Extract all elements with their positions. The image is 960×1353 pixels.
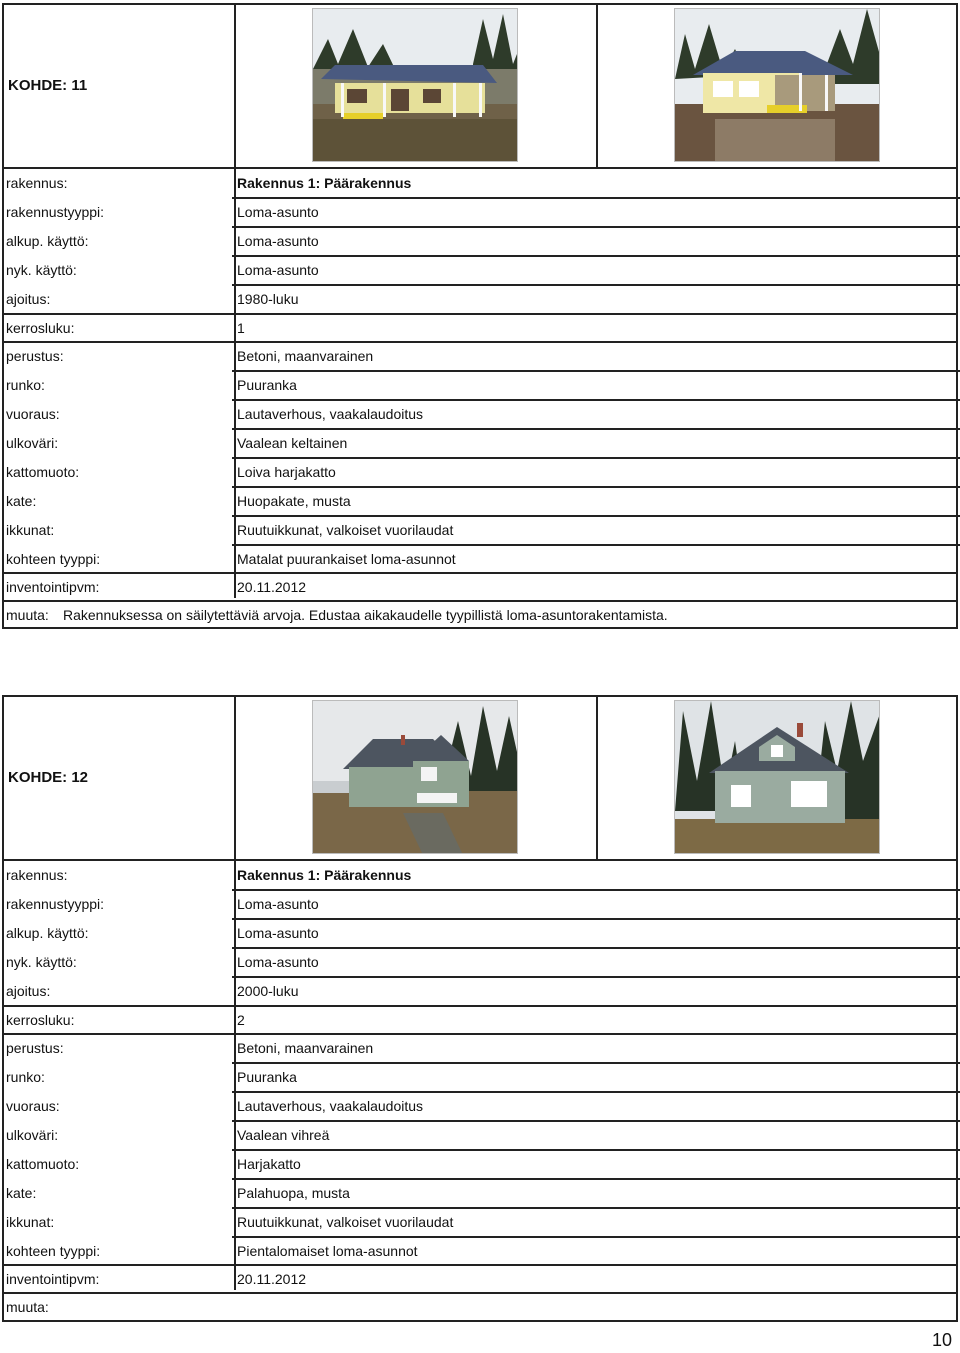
entry-title: KOHDE: 12 xyxy=(8,769,89,786)
label-nyk-kaytto: nyk. käyttö: xyxy=(6,262,77,278)
value-inventointipvm: 20.11.2012 xyxy=(237,1271,307,1287)
entry-kohde-11 xyxy=(2,3,958,629)
value-kate: Palahuopa, musta xyxy=(237,1185,350,1201)
label-ulkovari: ulkoväri: xyxy=(6,1127,59,1143)
label-nyk-kaytto: nyk. käyttö: xyxy=(6,954,77,970)
label-alkup-kaytto: alkup. käyttö: xyxy=(6,233,89,249)
value-ulkovari: Vaalean keltainen xyxy=(237,435,348,451)
value-runko: Puuranka xyxy=(237,377,297,393)
label-perustus: perustus: xyxy=(6,348,64,364)
value-kohteen-tyyppi: Pientalomaiset loma-asunnot xyxy=(237,1243,418,1259)
label-rakennustyyppi: rakennustyyppi: xyxy=(6,896,105,912)
value-kattomuoto: Loiva harjakatto xyxy=(237,464,336,480)
value-rakennus: Rakennus 1: Päärakennus xyxy=(237,867,412,883)
label-vuoraus: vuoraus: xyxy=(6,406,60,422)
value-alkup-kaytto: Loma-asunto xyxy=(237,233,319,249)
value-kerrosluku: 1 xyxy=(237,320,245,336)
page-number: 10 xyxy=(931,1330,952,1350)
label-kohteen-tyyppi: kohteen tyyppi: xyxy=(6,551,101,567)
value-kerrosluku: 2 xyxy=(237,1012,245,1028)
label-muuta: muuta: xyxy=(6,1299,49,1315)
value-vuoraus: Lautaverhous, vaakalaudoitus xyxy=(237,406,424,422)
value-ajoitus: 1980-luku xyxy=(237,291,299,307)
entry-kohde-12 xyxy=(2,695,958,1322)
building-photo-2 xyxy=(674,8,880,162)
label-kattomuoto: kattomuoto: xyxy=(6,1156,80,1172)
label-kerrosluku: kerrosluku: xyxy=(6,320,75,336)
building-photo-1 xyxy=(312,8,518,162)
entry-title: KOHDE: 11 xyxy=(8,77,88,94)
value-alkup-kaytto: Loma-asunto xyxy=(237,925,319,941)
value-perustus: Betoni, maanvarainen xyxy=(237,1040,374,1056)
label-muuta: muuta: xyxy=(6,607,49,623)
building-photo-1 xyxy=(312,700,518,854)
value-rakennustyyppi: Loma-asunto xyxy=(237,896,319,912)
value-perustus: Betoni, maanvarainen xyxy=(237,348,374,364)
value-ajoitus: 2000-luku xyxy=(237,983,299,999)
label-alkup-kaytto: alkup. käyttö: xyxy=(6,925,89,941)
label-inventointipvm: inventointipvm: xyxy=(6,579,100,595)
value-inventointipvm: 20.11.2012 xyxy=(237,579,307,595)
value-kohteen-tyyppi: Matalat puurankaiset loma-asunnot xyxy=(237,551,456,567)
value-runko: Puuranka xyxy=(237,1069,297,1085)
label-runko: runko: xyxy=(6,377,45,393)
label-ajoitus: ajoitus: xyxy=(6,291,51,307)
value-ulkovari: Vaalean vihreä xyxy=(237,1127,330,1143)
building-photo-2 xyxy=(674,700,880,854)
label-ajoitus: ajoitus: xyxy=(6,983,51,999)
label-ikkunat: ikkunat: xyxy=(6,1214,55,1230)
label-inventointipvm: inventointipvm: xyxy=(6,1271,100,1287)
label-runko: runko: xyxy=(6,1069,45,1085)
value-nyk-kaytto: Loma-asunto xyxy=(237,262,319,278)
label-ulkovari: ulkoväri: xyxy=(6,435,59,451)
value-ikkunat: Ruutuikkunat, valkoiset vuorilaudat xyxy=(237,522,454,538)
value-ikkunat: Ruutuikkunat, valkoiset vuorilaudat xyxy=(237,1214,454,1230)
value-muuta: Rakennuksessa on säilytettäviä arvoja. Edustaa aikakaudelle tyypillistä loma-asuntorakentamista. xyxy=(63,607,668,623)
label-ikkunat: ikkunat: xyxy=(6,522,55,538)
label-kate: kate: xyxy=(6,493,37,509)
value-rakennustyyppi: Loma-asunto xyxy=(237,204,319,220)
value-rakennus: Rakennus 1: Päärakennus xyxy=(237,175,412,191)
label-vuoraus: vuoraus: xyxy=(6,1098,60,1114)
label-rakennustyyppi: rakennustyyppi: xyxy=(6,204,105,220)
label-rakennus: rakennus: xyxy=(6,867,68,883)
value-kattomuoto: Harjakatto xyxy=(237,1156,301,1172)
value-vuoraus: Lautaverhous, vaakalaudoitus xyxy=(237,1098,424,1114)
label-perustus: perustus: xyxy=(6,1040,64,1056)
label-kattomuoto: kattomuoto: xyxy=(6,464,80,480)
label-kerrosluku: kerrosluku: xyxy=(6,1012,75,1028)
label-rakennus: rakennus: xyxy=(6,175,68,191)
value-nyk-kaytto: Loma-asunto xyxy=(237,954,319,970)
label-kohteen-tyyppi: kohteen tyyppi: xyxy=(6,1243,101,1259)
label-kate: kate: xyxy=(6,1185,37,1201)
value-kate: Huopakate, musta xyxy=(237,493,351,509)
